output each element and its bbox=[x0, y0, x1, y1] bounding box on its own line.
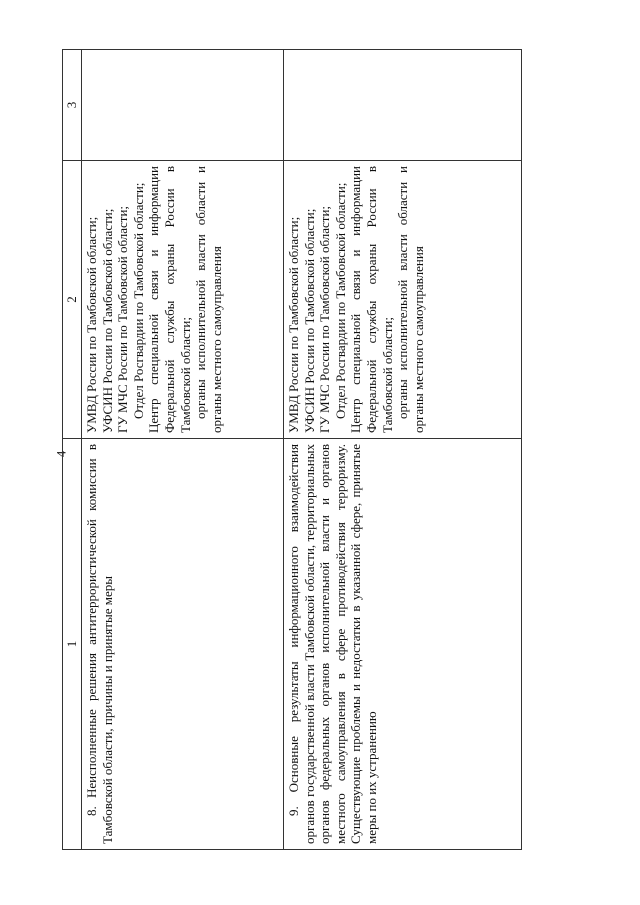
responsible-agencies bbox=[82, 161, 284, 439]
item-description: 8. Неисполненные решения антитеррористической комиссии в Тамбовской области, причины и принятые меры bbox=[82, 439, 284, 850]
table-header-row bbox=[63, 50, 82, 850]
report-table bbox=[62, 49, 522, 850]
table-row bbox=[82, 50, 284, 850]
agency-line: Отдел Росгвардии по Тамбовской области; bbox=[130, 182, 146, 419]
rotated-table-wrapper bbox=[62, 50, 514, 850]
agency-line: УФСИН России по Тамбовской области; bbox=[301, 208, 317, 433]
column-header-3: 3 bbox=[63, 50, 82, 161]
agency-line: ГУ МЧС России по Тамбовской области; bbox=[115, 205, 131, 433]
column-3-cell bbox=[284, 50, 522, 161]
column-3-cell bbox=[82, 50, 284, 161]
agency-line: УМВД России по Тамбовской области; bbox=[84, 216, 99, 433]
agency-line: Центр специальной связи и информации Федеральной службы охраны России в Тамбовской области; bbox=[146, 166, 193, 433]
agency-line: Отдел Росгвардии по Тамбовской области; bbox=[332, 182, 348, 419]
responsible-agencies bbox=[284, 161, 522, 439]
column-header-1: 1 bbox=[63, 439, 82, 850]
column-header-2: 2 bbox=[63, 161, 82, 439]
agency-line: ГУ МЧС России по Тамбовской области; bbox=[317, 205, 333, 433]
item-description: 9. Основные результаты информационного взаимодействия органов государственной власти Тамбовской области, территориальных органов федеральных органов исполнительной власти и органов местного самоуправления в сфере противодействия терроризму. Существующие проблемы и недостатки в указанной сфере, принятые меры по их устранению bbox=[284, 439, 522, 850]
agency-line: УМВД России по Тамбовской области; bbox=[286, 216, 301, 433]
agency-line: УФСИН России по Тамбовской области; bbox=[99, 208, 115, 433]
table-row bbox=[284, 50, 522, 850]
agency-line: органы исполнительной власти области и органы местного самоуправления bbox=[193, 166, 224, 433]
page-number: 4 bbox=[53, 450, 69, 458]
agency-line: органы исполнительной власти области и органы местного самоуправления bbox=[395, 166, 426, 433]
agency-line: Центр специальной связи и информации Федеральной службы охраны России в Тамбовской области; bbox=[348, 166, 395, 433]
